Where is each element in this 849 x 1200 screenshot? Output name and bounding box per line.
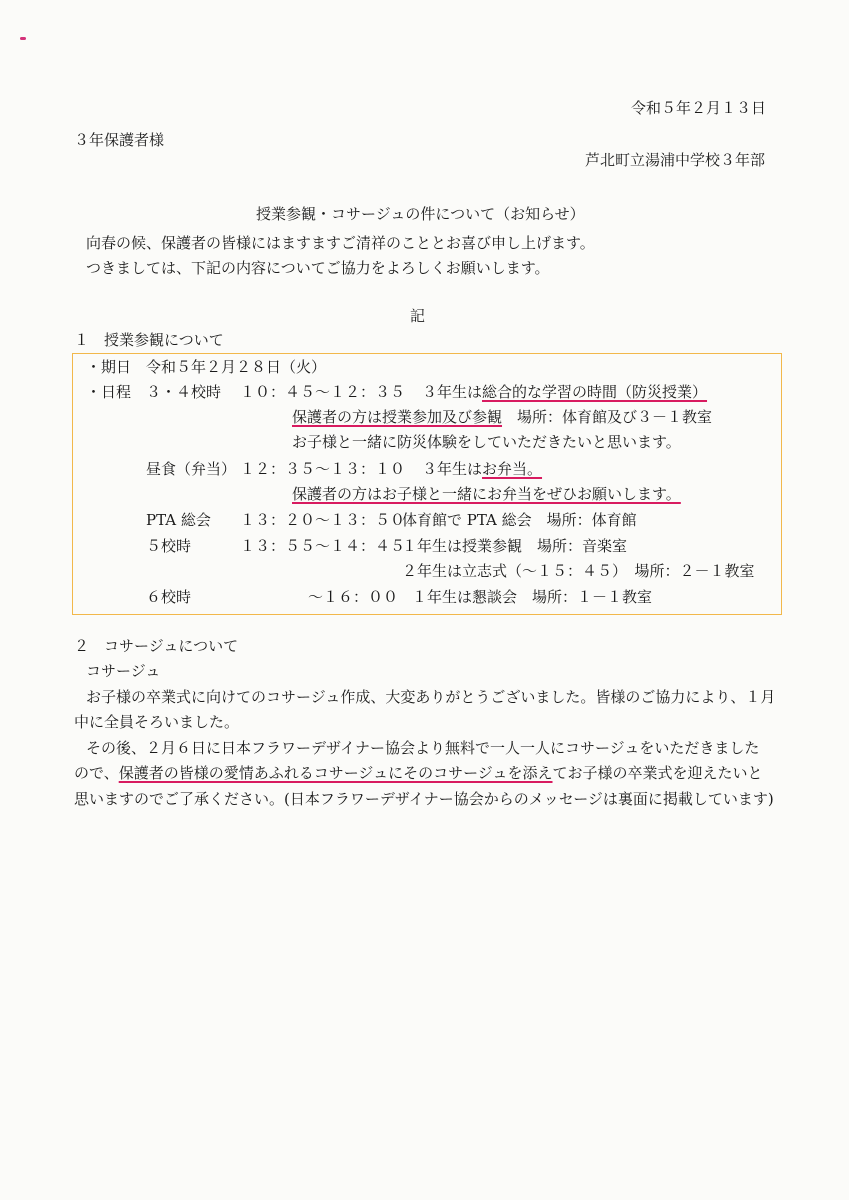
schedule-label: ・日程: [86, 383, 132, 401]
ink-mark: [20, 37, 26, 40]
paragraph-1-line-1: お子様の卒業式に向けてのコサージュ作成、大変ありがとうございました。皆様のご協力により、１月: [86, 688, 776, 706]
schedule-period: PTA 総会: [146, 511, 211, 529]
schedule-time: １３：５５～１４：４５: [240, 537, 406, 555]
document-title: 授業参観・コサージュの件について（お知らせ）: [256, 205, 585, 223]
paragraph-1-line-2: 中に全員そろいました。: [74, 713, 240, 731]
paragraph-2-line-1: その後、２月６日に日本フラワーデザイナー協会より無料で一人一人にコサージュをいただきました: [86, 739, 760, 757]
schedule-note: 保護者の方はお子様と一緒にお弁当をぜひお願いします。: [292, 485, 681, 503]
schedule-desc: 体育館で PTA 総会 場所：体育館: [402, 511, 637, 529]
schedule-note: ２年生は立志式（～１５：４５） 場所：２－１教室: [402, 562, 755, 580]
schedule-period: ５校時: [146, 537, 192, 555]
schedule-desc: １年生は授業参観 場所：音楽室: [402, 537, 628, 555]
schedule-time: １０：４５～１２：３５: [240, 383, 406, 401]
intro-line-2: つきましては、下記の内容についてご協力をよろしくお願いします。: [86, 259, 550, 277]
schedule-time: １２：３５～１３：１０: [240, 460, 406, 478]
section-2-subheading: コサージュ: [86, 662, 161, 680]
schedule-period: 昼食（弁当）: [146, 460, 237, 478]
ki-heading: 記: [410, 307, 426, 325]
intro-line-1: 向春の候、保護者の皆様にはますますご清祥のこととお喜び申し上げます。: [86, 234, 595, 252]
schedule-desc: ３年生は総合的な学習の時間（防災授業）: [422, 383, 708, 401]
sender: 芦北町立湯浦中学校３年部: [585, 151, 766, 169]
schedule-note: お子様と一緒に防災体験をしていただきたいと思います。: [292, 433, 681, 451]
schedule-desc: ３年生はお弁当。: [422, 460, 543, 478]
date-label: ・期日: [86, 358, 132, 376]
document-date: 令和５年２月１３日: [631, 99, 767, 117]
schedule-period: ６校時: [146, 588, 192, 606]
section-2-heading: ２ コサージュについて: [74, 637, 239, 655]
paragraph-2-line-2: ので、保護者の皆様の愛情あふれるコサージュにそのコサージュを添えてお子様の卒業式を迎えたいと: [74, 764, 763, 782]
schedule-time: １３：２０～１３：５０: [240, 511, 406, 529]
schedule-note: 保護者の方は授業参加及び参観 場所：体育館及び３－１教室: [292, 408, 713, 426]
paragraph-2-line-3: 思いますのでご了承ください。(日本フラワーデザイナー協会からのメッセージは裏面に掲載しています): [74, 790, 774, 808]
schedule-desc: １年生は懇談会 場所：１－１教室: [412, 588, 653, 606]
schedule-period: ３・４校時: [146, 383, 222, 401]
recipient: ３年保護者様: [74, 131, 165, 149]
date-value: 令和５年２月２８日（火）: [146, 358, 327, 376]
schedule-time: ～１６：００: [308, 588, 399, 606]
section-1-heading: １ 授業参観について: [74, 331, 224, 349]
